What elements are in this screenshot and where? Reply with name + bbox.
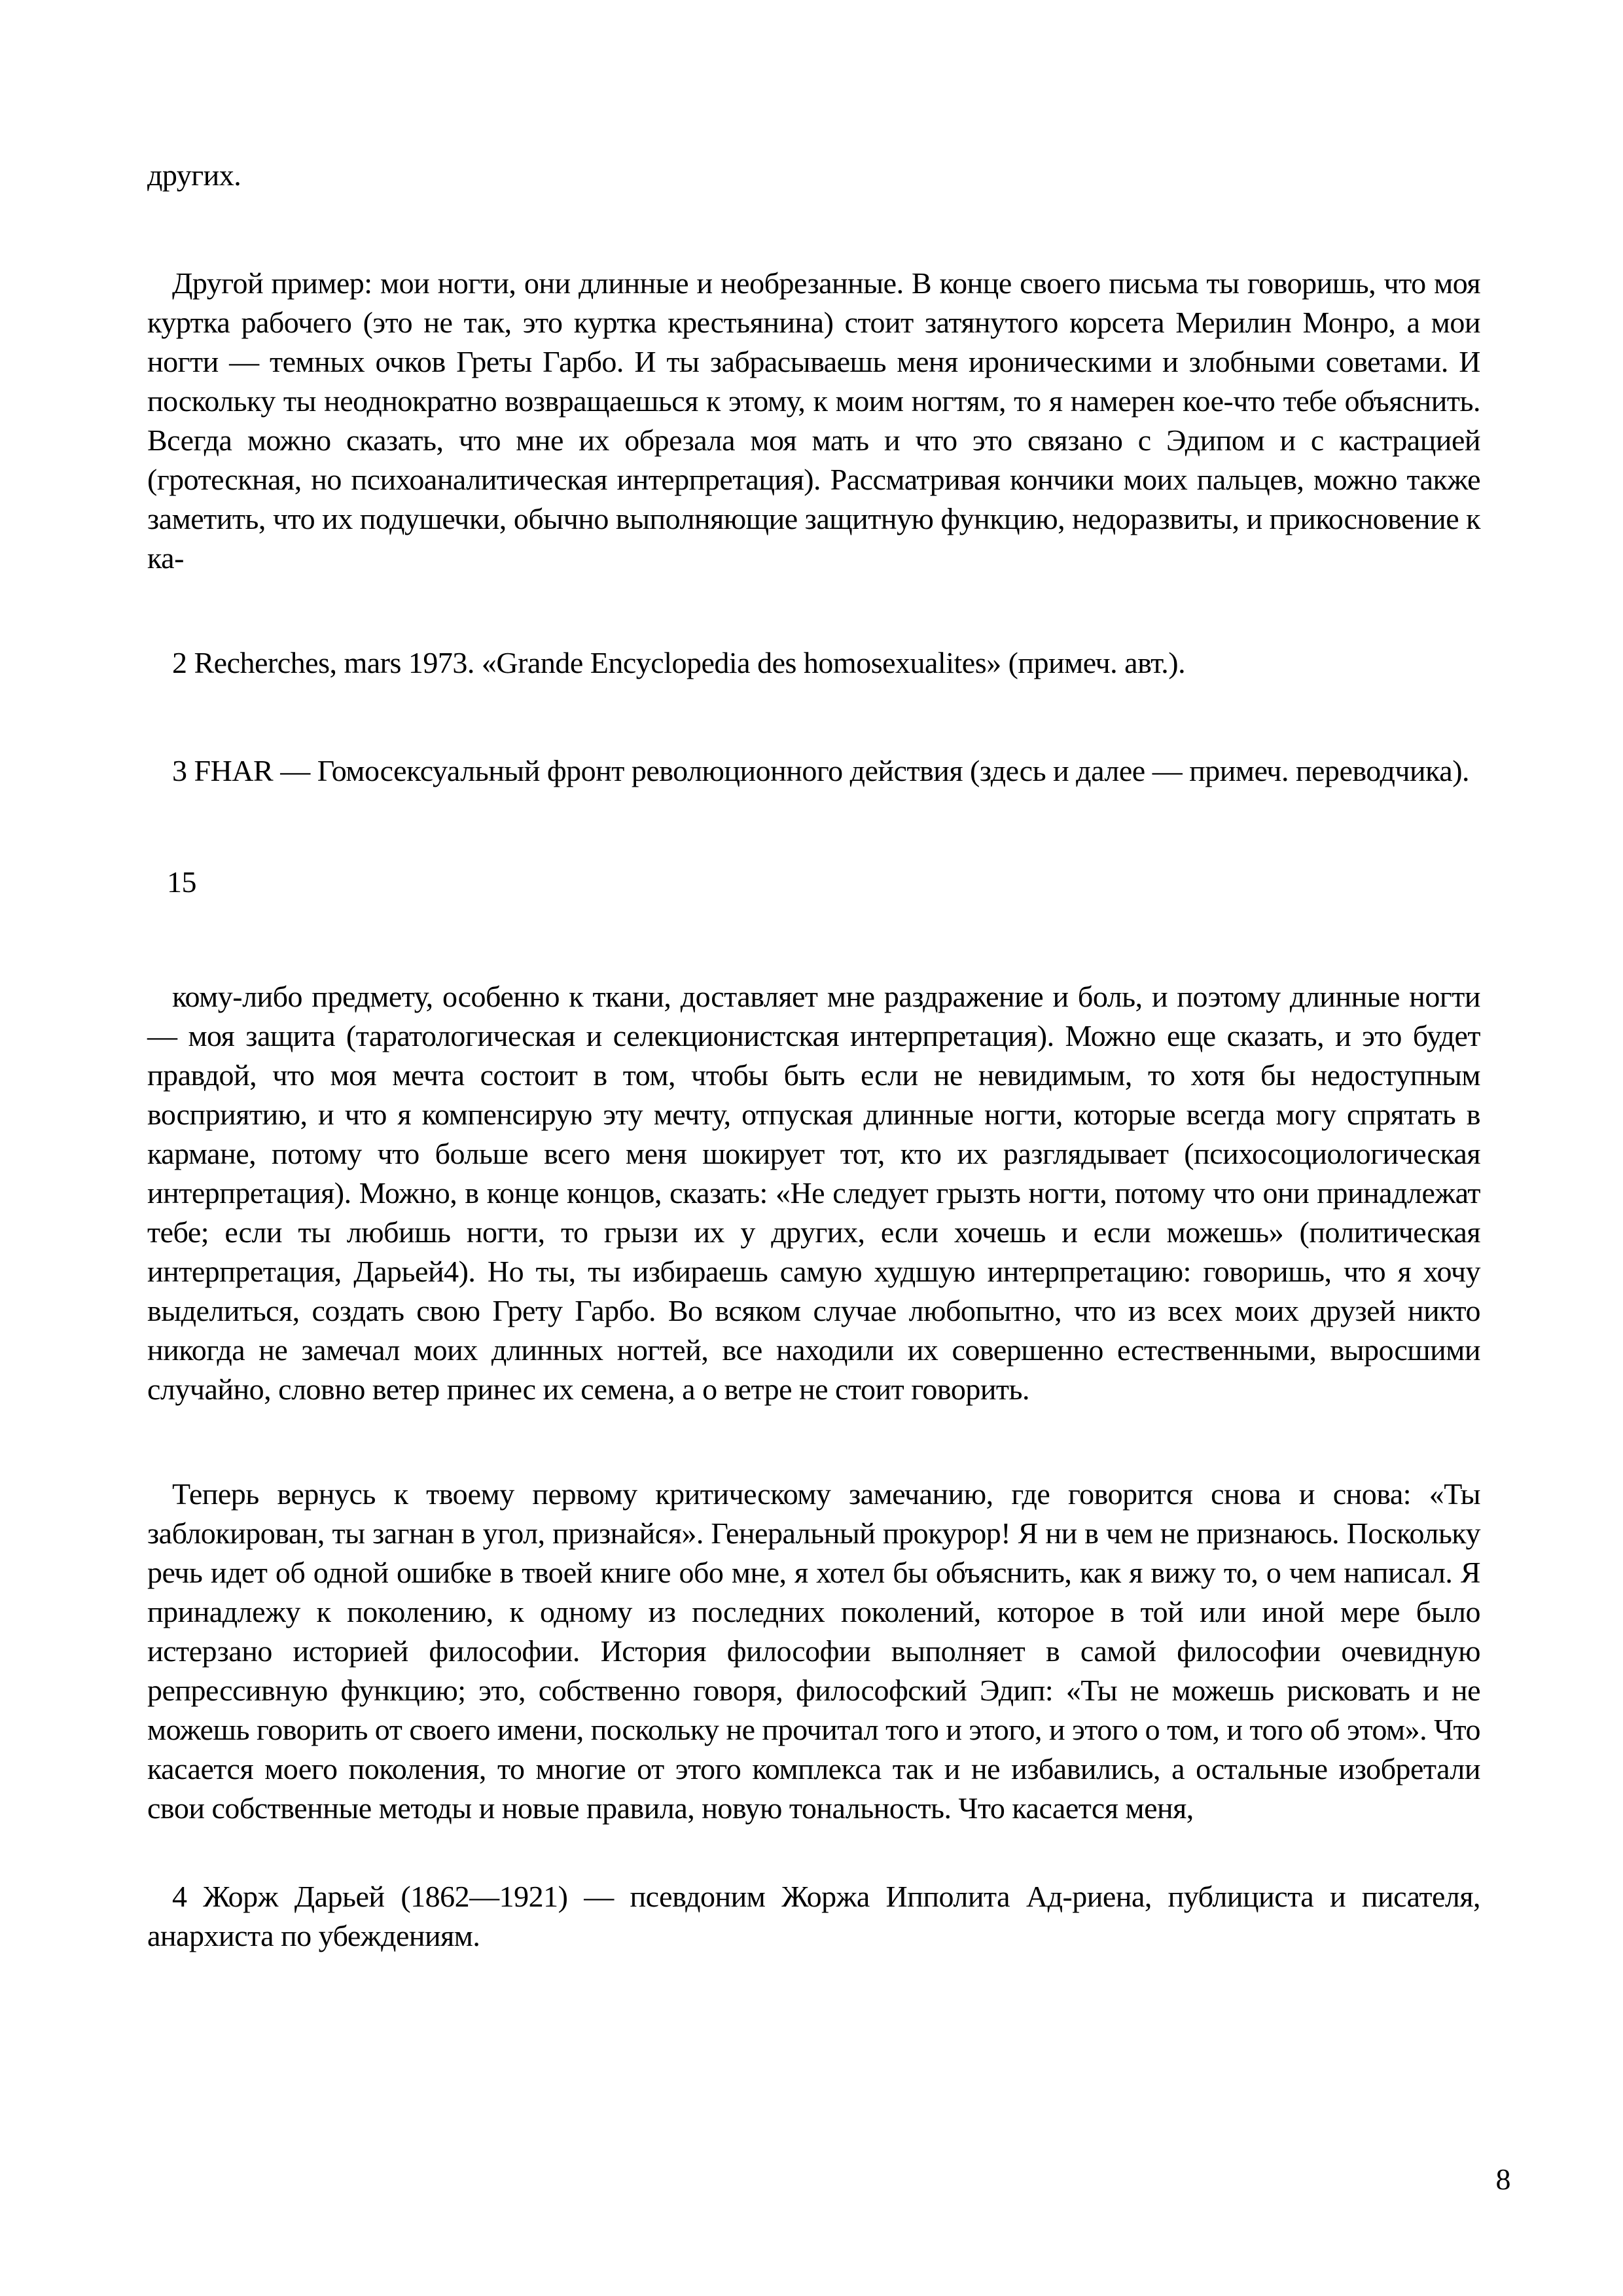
page-number: 8 <box>1495 2162 1510 2196</box>
paragraph-nails: Другой пример: мои ногти, они длинные и необрезанные. В конце своего письма ты говоришь, что моя куртка рабочего (это не так, это куртка крестьянина) стоит затянутого корсета Мерилин Монро, а мои ногти — темных очков Греты Гарбо. И ты забрасываешь меня ироническими и злобными советами. И поскольку ты неоднократно возвращаешься к этому, к моим ногтям, то я намерен кое-что тебе объяснить. Всегда можно сказать, что мне их обрезала моя мать и что это связано с Эдипом и с кастрацией (гротескная, но психоаналитическая интерпретация). Рассматривая кончики моих пальцев, можно также заметить, что их подушечки, обычно выполняющие защитную функцию, недоразвиты, и прикосновение к ка- <box>147 266 1480 575</box>
footnote-4: 4 Жорж Дарьей (1862—1921) — псевдоним Жоржа Ипполита Ад-риена, публициста и писателя, анархиста по убеждениям. <box>147 1880 1480 1952</box>
footnote-3: 3 FHAR — Гомосексуальный фронт революционного действия (здесь и далее — примеч. переводчика). <box>172 754 1470 787</box>
footnote-2: 2 Recherches, mars 1973. «Grande Encyclopedia des homosexualites» (примеч. авт.). <box>172 646 1186 679</box>
paragraph-interpretations: кому-либо предмету, особенно к ткани, доставляет мне раздражение и боль, и поэтому длинные ногти — моя защита (таратологическая и селекционистская интерпретация). Можно еще сказать, и это будет правдой, что моя мечта состоит в том, чтобы быть если не невидимым, то хотя бы недоступным восприятию, и что я компенсирую эту мечту, отпуская длинные ногти, которые всегда могу спрятать в кармане, потому что больше всего меня шокирует тот, кто их разглядывает (психосоциологическая интерпретация). Можно, в конце концов, сказать: «Не следует грызть ногти, потому что они принадлежат тебе; если ты любишь ногти, то грызи их у других, если хочешь и если можешь» (политическая интерпретация, Дарьей4). Но ты, ты избираешь самую худшую интерпретацию: говоришь, что я хочу выделиться, создать свою Грету Гарбо. Во всяком случае любопытно, что из всех моих друзей никто никогда не замечал моих длинных ногтей, все находили их совершенно естественными, выросшими случайно, словно ветер принес их семена, а о ветре не стоит говорить. <box>147 980 1480 1406</box>
source-page-marker: 15 <box>167 865 196 899</box>
paragraph-philosophy: Теперь вернусь к твоему первому критическому замечанию, где говорится снова и снова: «Ты заблокирован, ты загнан в угол, признайся». Генеральный прокурор! Я ни в чем не признаюсь. Поскольку речь идет об одной ошибке в твоей книге обо мне, я хотел бы объяснить, как я вижу то, о чем написал. Я принадлежу к поколению, к одному из последних поколений, которое в той или иной мере было истерзано историей философии. История философии выполняет в самой философии очевидную репрессивную функцию; это, собственно говоря, философский Эдип: «Ты не можешь рисковать и не можешь говорить от своего имени, поскольку не прочитал того и этого, и этого о том, и того об этом». Что касается моего поколения, то многие от этого комплекса так и не избавились, а остальные изобретали свои собственные методы и новые правила, новую тональность. Что касается меня, <box>147 1477 1480 1825</box>
paragraph-continuation: других. <box>147 158 241 192</box>
